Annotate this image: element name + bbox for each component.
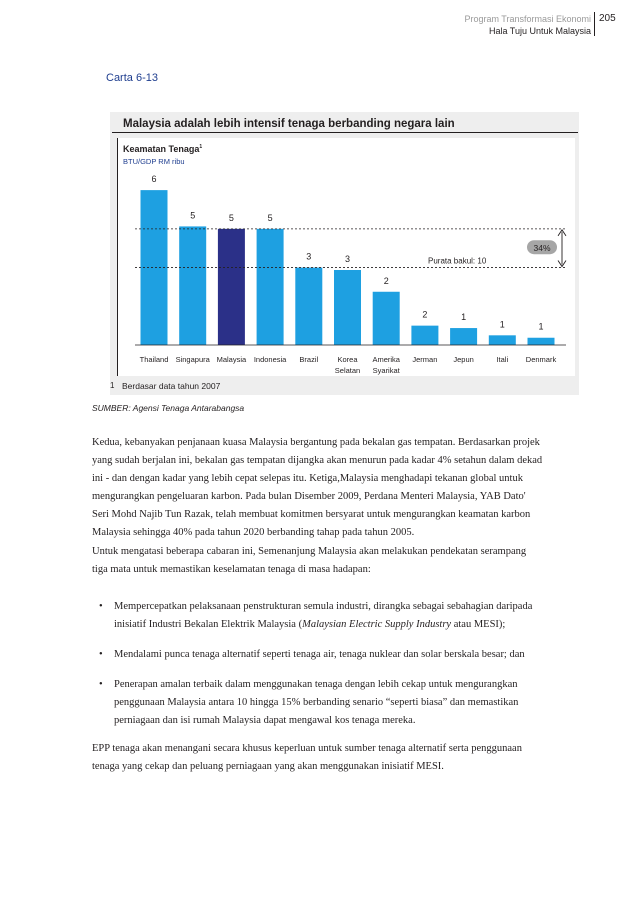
unit-label: BTU/GDP RM ribu [123, 157, 185, 166]
bullet-icon: • [99, 649, 103, 660]
bar [257, 229, 284, 345]
bar-value-label: 3 [306, 251, 312, 262]
bullet-item-1 [92, 598, 592, 634]
x-tick-label: Itali [496, 355, 509, 364]
bullet-icon: • [99, 601, 103, 612]
x-tick-label: Syarikat [372, 366, 400, 375]
bar [295, 268, 322, 345]
bullet-item-text [114, 676, 592, 730]
x-tick-label: Denmark [525, 355, 557, 364]
footnote-text: Berdasar data tahun 2007 [122, 381, 221, 391]
paragraph-3 [92, 740, 592, 776]
source-note: SUMBER: Agensi Tenaga Antarabangsa [92, 403, 245, 413]
bar [411, 326, 438, 345]
bullet-item-2 [92, 646, 592, 664]
x-tick-label: Jerman [412, 355, 438, 364]
paragraph-1-line: Seri Mohd Najib Tun Razak, telah membuat komitmen bersyarat untuk mengurangkan keamatan karbon [92, 509, 531, 520]
bar [373, 292, 400, 345]
paragraph-1-line: ini - dan dengan kadar yang lebih cepat selepas itu. Ketiga,Malaysia menghadapi tekanan global untuk [92, 473, 523, 484]
x-tick-label: Selatan [334, 366, 361, 375]
paragraph-1-line: mengurangkan pengeluaran karbon. Pada bulan Disember 2009, Perdana Menteri Malaysia, YAB Dato' [92, 491, 526, 502]
x-tick-label: Korea [337, 355, 358, 364]
bullet-item-text [114, 598, 592, 634]
bullet-line: atau MESI); [451, 619, 506, 630]
paragraph-1-line: yang sudah berjalan ini, bekalan gas tempatan dijangka akan menurun pada kadar 4% setahun dalam dekad [92, 455, 543, 466]
bar-value-label: 3 [344, 253, 351, 264]
x-tick-label: Brazil [299, 355, 319, 364]
x-tick-label: Indonesia [253, 355, 287, 364]
program-title: Program Transformasi Ekonomi [464, 14, 591, 24]
paragraph-3-line: tenaga yang cekap dan peluang perniagaan yang akan menggunakan inisiatif MESI. [92, 761, 444, 772]
bar [450, 328, 477, 345]
metric-footnote-marker: 1 [199, 144, 203, 150]
average-label: Purata bakul: 10 [428, 256, 487, 266]
bar-value-label: 2 [422, 309, 428, 320]
bar [334, 270, 361, 345]
paragraph-1-line: Malaysia sehingga 40% pada tahun 2020 berbanding tahap pada tahun 2005. [92, 527, 415, 538]
bar-value-label: 2 [383, 275, 389, 286]
bullet-emphasis: Malaysian Electric Supply Industry [302, 619, 452, 630]
paragraph-3-line: EPP tenaga akan menangani secara khusus keperluan untuk sumber tenaga alternatif serta penggunaan [92, 743, 522, 754]
bar-value-label: 5 [228, 212, 234, 223]
bar-value-label: 5 [190, 210, 196, 221]
bar [528, 338, 555, 345]
x-tick-label: Singapura [175, 355, 210, 364]
gap-badge-label: 34% [533, 243, 551, 254]
paragraph-2-line: Untuk mengatasi beberapa cabaran ini, Semenanjung Malaysia akan melakukan pendekatan serampang [92, 546, 527, 557]
bar-value-label: 1 [538, 321, 544, 332]
chart-heading: Carta 6-13 [106, 72, 158, 84]
bar [489, 335, 516, 345]
bullet-item-3 [92, 676, 592, 730]
x-tick-label: Malaysia [216, 355, 247, 364]
bar-value-label: 5 [267, 212, 273, 223]
bar-value-label: 1 [499, 319, 505, 330]
paragraph-1 [92, 434, 592, 542]
bullet-icon: • [99, 679, 103, 690]
chart-title: Malaysia adalah lebih intensif tenaga berbanding negara lain [123, 118, 455, 130]
page-number: 205 [599, 13, 616, 24]
document-subtitle: Hala Tuju Untuk Malaysia [488, 26, 591, 36]
bullet-line: penggunaan Malaysia antara 10 hingga 15% berbanding senario “seperti biasa” dan memastikan [114, 697, 519, 708]
metric-label-text: Keamatan Tenaga [123, 144, 200, 154]
x-tick-label: Thailand [139, 355, 169, 364]
bullet-line: Penerapan amalan terbaik dalam menggunakan tenaga dengan lebih cekap untuk mengurangkan [114, 679, 518, 690]
x-tick-label: Amerika [372, 355, 400, 364]
bar [218, 229, 245, 345]
bullet-line: Mempercepatkan pelaksanaan penstrukturan semula industri, dirangka sebagai sebahagian daripada [114, 601, 533, 612]
bullet-item-text: Mendalami punca tenaga alternatif seperti tenaga air, tenaga nuklear dan solar berskala besar; dan [114, 649, 525, 660]
paragraph-2-line: tiga mata untuk memastikan keselamatan tenaga di masa hadapan: [92, 564, 371, 575]
paragraph-1-line: Kedua, kebanyakan penjanaan kuasa Malaysia bergantung pada bekalan gas tempatan. Berdasarkan projek [92, 437, 540, 448]
bar-value-label: 1 [461, 312, 467, 323]
bar [179, 226, 206, 345]
footnote-number: 1 [110, 381, 115, 390]
bullet-line: inisiatif Industri Bekalan Elektrik Malaysia ( [114, 619, 303, 630]
bar-value-label: 6 [151, 174, 157, 185]
bullet-line: perniagaan dan isi rumah Malaysia dapat mengawal kos tenaga mereka. [114, 715, 416, 726]
paragraph-2 [92, 543, 592, 579]
x-tick-label: Jepun [453, 355, 474, 364]
